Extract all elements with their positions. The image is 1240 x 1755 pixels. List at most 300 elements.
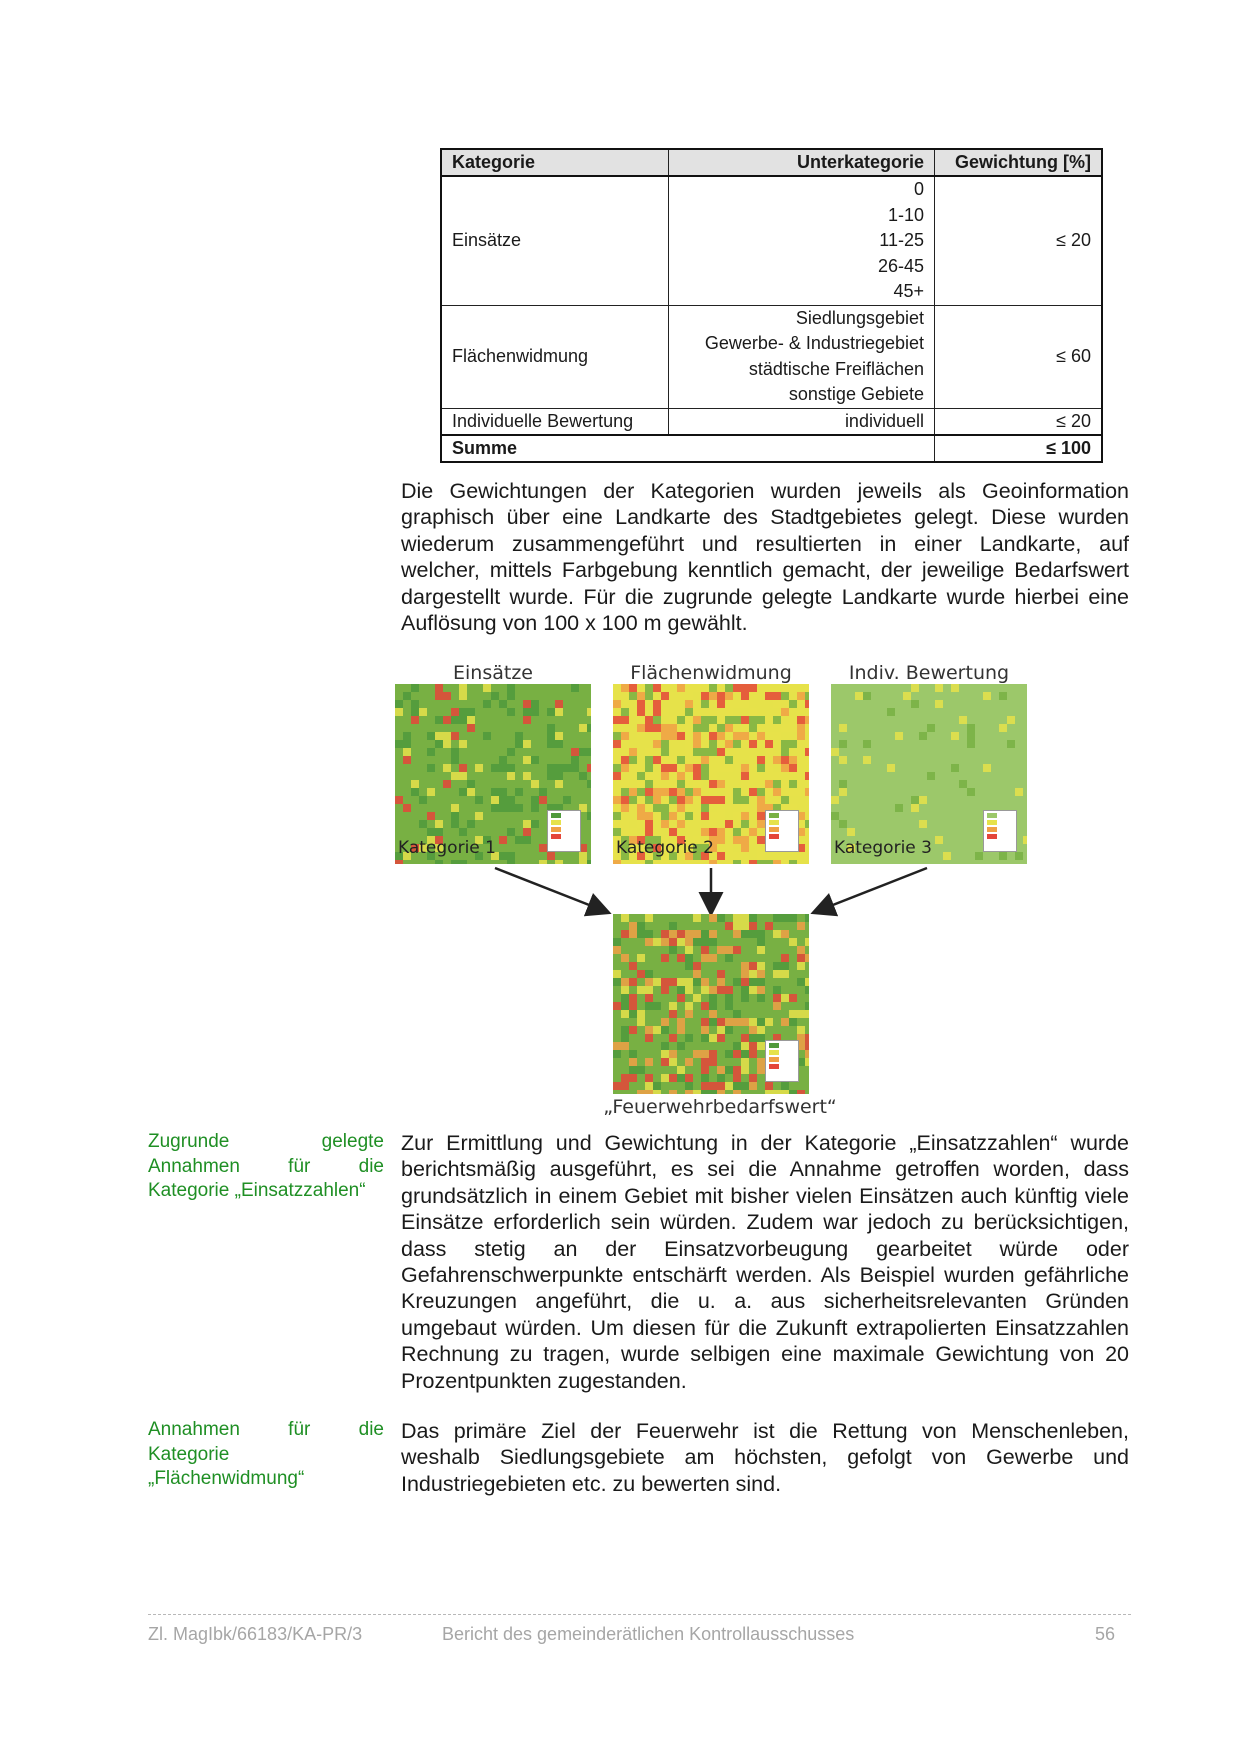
subcategory: 45+ <box>893 281 924 301</box>
map-cell <box>781 946 789 954</box>
map-cell <box>709 1090 717 1094</box>
map-cell <box>693 954 701 962</box>
map-cell <box>621 1074 629 1082</box>
map-cell <box>789 994 797 1002</box>
map-cell <box>661 930 669 938</box>
map-cell <box>629 1002 637 1010</box>
map-cell <box>741 1082 749 1090</box>
map-cell <box>717 986 725 994</box>
map-cell <box>629 1066 637 1074</box>
map-cell <box>685 1074 693 1082</box>
map-cell <box>757 962 765 970</box>
map-cell <box>677 1026 685 1034</box>
map-cell <box>797 922 805 930</box>
map-cell <box>805 1002 809 1010</box>
table-cell-sum-label: Summe <box>441 435 935 462</box>
map-cell <box>789 938 797 946</box>
map-cell <box>805 914 809 922</box>
map-cell <box>701 970 709 978</box>
map-cell <box>717 938 725 946</box>
map-cell <box>725 922 733 930</box>
map-cell <box>693 938 701 946</box>
map-cell <box>661 1058 669 1066</box>
map-cell <box>797 978 805 986</box>
map-cell <box>701 1002 709 1010</box>
map-cell <box>653 1002 661 1010</box>
footer-reference: Zl. MagIbk/66183/KA-PR/3 <box>148 1624 363 1644</box>
map-cell <box>741 978 749 986</box>
map-cell <box>773 970 781 978</box>
map-cell <box>749 1066 757 1074</box>
subcategory: sonstige Gebiete <box>788 384 924 404</box>
table-row-flaechenwidmung <box>441 305 1102 408</box>
map-cell <box>757 978 765 986</box>
map-cell <box>653 922 661 930</box>
map-cell <box>661 1026 669 1034</box>
map-cell <box>765 954 773 962</box>
map-cell <box>685 1082 693 1090</box>
map-cell <box>693 986 701 994</box>
map-cell <box>805 1010 809 1018</box>
map-cell <box>741 1050 749 1058</box>
map-cell <box>693 1090 701 1094</box>
map-cell <box>741 1034 749 1042</box>
map-cell <box>797 1010 805 1018</box>
map-cell <box>781 954 789 962</box>
map-label-kategorie-3: Kategorie 3 <box>834 838 932 858</box>
map-cell <box>717 914 725 922</box>
map-cell <box>733 1090 741 1094</box>
subcategory: 0 <box>913 179 924 199</box>
map-cell <box>733 1018 741 1026</box>
map-cell <box>781 914 789 922</box>
map-cell <box>805 1042 809 1050</box>
table-cell-category: Individuelle Bewertung <box>441 408 669 435</box>
map-cell <box>741 1066 749 1074</box>
map-cell <box>725 1066 733 1074</box>
map-cell <box>717 1002 725 1010</box>
map-cell <box>645 1018 653 1026</box>
map-cell <box>781 1018 789 1026</box>
map-cell <box>613 1002 621 1010</box>
map-cell <box>733 1010 741 1018</box>
map-cell <box>781 962 789 970</box>
table-row-individuell <box>441 408 1102 435</box>
map-cell <box>653 1010 661 1018</box>
map-cell <box>685 1090 693 1094</box>
map-cell <box>637 1066 645 1074</box>
map-cell <box>749 922 757 930</box>
map-cell <box>661 946 669 954</box>
map-feuerwehrbedarfswert <box>613 914 809 1094</box>
map-cell <box>621 954 629 962</box>
footer-page-number: 56 <box>1094 1624 1115 1644</box>
map-cell <box>725 1018 733 1026</box>
map-cell <box>613 970 621 978</box>
map-cell <box>613 1042 621 1050</box>
category-maps-figure <box>395 662 1045 1122</box>
map-cell <box>637 1042 645 1050</box>
map-cell <box>749 962 757 970</box>
map-cell <box>645 986 653 994</box>
map-cell <box>749 978 757 986</box>
map-cell <box>749 970 757 978</box>
table-cell-weight: ≤ 20 <box>935 176 1103 305</box>
side-note-flaechenwidmung: Annahmen für die Kategorie „Flächenwidmung“ <box>148 1419 384 1489</box>
map-cell <box>653 978 661 986</box>
map-cell <box>621 1042 629 1050</box>
map-cell <box>717 978 725 986</box>
map-cell <box>741 930 749 938</box>
map-cell <box>685 970 693 978</box>
map-cell <box>645 1002 653 1010</box>
map-cell <box>669 1050 677 1058</box>
map-cell <box>717 1074 725 1082</box>
map-cell <box>669 946 677 954</box>
map-cell <box>717 946 725 954</box>
map-cell <box>749 986 757 994</box>
map-cell <box>733 914 741 922</box>
map-cell <box>685 946 693 954</box>
map-cell <box>701 946 709 954</box>
map-cell <box>645 930 653 938</box>
map-cell <box>709 1050 717 1058</box>
map-cell <box>773 994 781 1002</box>
map-cell <box>789 914 797 922</box>
map-cell <box>669 922 677 930</box>
map-cell <box>677 1074 685 1082</box>
map-cell <box>733 1042 741 1050</box>
map-cell <box>693 930 701 938</box>
map-cell <box>621 914 629 922</box>
map-cell <box>669 1034 677 1042</box>
map-cell <box>677 954 685 962</box>
map-cell <box>701 1058 709 1066</box>
map-cell <box>709 954 717 962</box>
merge-arrows <box>395 662 1045 922</box>
map-cell <box>629 922 637 930</box>
map-cell <box>693 962 701 970</box>
map-cell <box>685 986 693 994</box>
map-cell <box>749 994 757 1002</box>
map-cell <box>661 978 669 986</box>
map-cell <box>645 994 653 1002</box>
table-header-row <box>441 149 1102 176</box>
map-cell <box>709 986 717 994</box>
map-cell <box>645 1034 653 1042</box>
map-cell <box>629 1074 637 1082</box>
map-cell <box>629 1034 637 1042</box>
map-cell <box>629 1010 637 1018</box>
map-cell <box>685 1058 693 1066</box>
map-cell <box>741 1042 749 1050</box>
map-cell <box>677 994 685 1002</box>
map-cell <box>637 986 645 994</box>
weighting-table <box>440 148 1103 463</box>
map-cell <box>661 954 669 962</box>
map-cell <box>805 1050 809 1058</box>
map-cell <box>629 1058 637 1066</box>
map-cell <box>757 1034 765 1042</box>
map-cell <box>725 1002 733 1010</box>
map-cell <box>693 1074 701 1082</box>
subcategory: 26-45 <box>877 255 924 276</box>
map-cell <box>741 1018 749 1026</box>
table-cell-weight: ≤ 60 <box>935 305 1103 408</box>
map-cell <box>629 970 637 978</box>
map-cell <box>725 986 733 994</box>
map-legend <box>765 1040 799 1082</box>
map-cell <box>757 1026 765 1034</box>
map-cell <box>717 1018 725 1026</box>
map-cell <box>613 1050 621 1058</box>
map-cell <box>701 1050 709 1058</box>
map-cell <box>701 930 709 938</box>
map-cell <box>637 954 645 962</box>
map-cell <box>677 1018 685 1026</box>
map-cell <box>669 978 677 986</box>
map-cell <box>805 986 809 994</box>
map-cell <box>661 986 669 994</box>
map-cell <box>685 1034 693 1042</box>
map-cell <box>773 1002 781 1010</box>
paragraph-flaechenwidmung: Das primäre Ziel der Feuerwehr ist die Rettung von Menschenleben, weshalb Siedlungsgebiete am höchsten, gefolgt von Gewerbe und Industriegebieten etc. zu bewerten sind. <box>401 1419 1129 1496</box>
map-cell <box>805 1058 809 1066</box>
map-cell <box>717 1066 725 1074</box>
arrow-from-category-1 <box>495 868 607 912</box>
map-cell <box>677 1090 685 1094</box>
map-cell <box>725 1082 733 1090</box>
map-cell <box>709 1034 717 1042</box>
map-cell <box>669 1010 677 1018</box>
map-cell <box>741 922 749 930</box>
map-cell <box>685 938 693 946</box>
map-cell <box>669 1090 677 1094</box>
map-cell <box>645 1090 653 1094</box>
map-cell <box>765 1082 773 1090</box>
map-title-einsaetze: Einsätze <box>453 662 533 684</box>
map-cell <box>645 914 653 922</box>
map-cell <box>685 1010 693 1018</box>
map-cell <box>709 914 717 922</box>
map-cell <box>621 994 629 1002</box>
map-cell <box>725 954 733 962</box>
map-cell <box>629 962 637 970</box>
map-cell <box>677 922 685 930</box>
map-cell <box>629 1042 637 1050</box>
table-cell-sum-weight: ≤ 100 <box>935 435 1103 462</box>
map-cell <box>669 1074 677 1082</box>
map-cell <box>661 1050 669 1058</box>
map-cell <box>725 1026 733 1034</box>
map-cell <box>749 1082 757 1090</box>
map-cell <box>661 1018 669 1026</box>
map-cell <box>613 946 621 954</box>
map-cell <box>749 1042 757 1050</box>
map-cell <box>709 1002 717 1010</box>
map-cell <box>717 1090 725 1094</box>
map-cell <box>805 930 809 938</box>
map-cell <box>717 1058 725 1066</box>
map-cell <box>645 1058 653 1066</box>
map-cell <box>653 1026 661 1034</box>
map-cell <box>781 1002 789 1010</box>
map-cell <box>757 986 765 994</box>
map-cell <box>733 1050 741 1058</box>
map-cell <box>645 1074 653 1082</box>
header-gewichtung: Gewichtung [%] <box>935 149 1103 176</box>
map-cell <box>677 1042 685 1050</box>
map-cell <box>749 1050 757 1058</box>
map-cell <box>637 930 645 938</box>
map-cell <box>733 922 741 930</box>
map-cell <box>749 1034 757 1042</box>
map-cell <box>741 962 749 970</box>
map-cell <box>661 1074 669 1082</box>
map-cell <box>621 1082 629 1090</box>
map-cell <box>773 986 781 994</box>
map-cell <box>613 1082 621 1090</box>
map-cell <box>789 1090 797 1094</box>
intro-paragraph: Die Gewichtungen der Kategorien wurden jeweils als Geoinformation graphisch über eine Landkarte des Stadtgebietes gelegt. Diese wurden wiederum zusammengeführt und resultierten in einer Landkarte, auf welcher, mittels Farbgebung kenntlich gemacht, der jeweilige Bedarfswert dargestellt wurde. Für die zugrunde gelegte Landkarte wurde hierbei eine Auflösung von 100 x 100 m gewählt. <box>401 479 1129 636</box>
map-cell <box>653 938 661 946</box>
table-cell-subcategory: individuell <box>669 408 935 435</box>
map-cell <box>629 1026 637 1034</box>
map-cell <box>645 978 653 986</box>
map-cell <box>749 930 757 938</box>
map-cell <box>733 978 741 986</box>
map-title-indiv-bewertung: Indiv. Bewertung <box>848 662 1010 684</box>
map-cell <box>733 930 741 938</box>
map-cell <box>717 1026 725 1034</box>
map-cell <box>701 1034 709 1042</box>
map-cell <box>685 930 693 938</box>
map-cell <box>709 1082 717 1090</box>
map-cell <box>725 1050 733 1058</box>
map-cell <box>797 954 805 962</box>
map-cell <box>749 914 757 922</box>
map-cell <box>757 1018 765 1026</box>
subcategory: 11-25 <box>879 230 924 250</box>
map-cell <box>805 978 809 986</box>
map-cell <box>693 970 701 978</box>
map-cell <box>661 1042 669 1050</box>
map-cell <box>749 946 757 954</box>
map-cell <box>757 938 765 946</box>
map-cell <box>669 930 677 938</box>
map-cell <box>757 1058 765 1066</box>
map-cell <box>733 1074 741 1082</box>
map-cell <box>749 1018 757 1026</box>
arrow-from-category-3 <box>815 868 927 912</box>
map-title-flaechenwidmung: Flächenwidmung <box>630 662 792 684</box>
map-cell <box>773 930 781 938</box>
map-cell <box>685 962 693 970</box>
map-cell <box>741 914 749 922</box>
footer-title: Bericht des gemeinderätlichen Kontrollausschusses <box>442 1624 855 1644</box>
table-cell-category: Flächenwidmung <box>441 305 669 408</box>
map-cell <box>701 986 709 994</box>
map-cell <box>797 986 805 994</box>
header-unterkategorie: Unterkategorie <box>669 149 935 176</box>
map-cell <box>725 946 733 954</box>
subcategory: 1-10 <box>887 204 924 225</box>
map-cell <box>613 938 621 946</box>
map-cell <box>709 978 717 986</box>
map-cell <box>653 1090 661 1094</box>
map-cell <box>725 1090 733 1094</box>
map-cell <box>741 1058 749 1066</box>
map-cell <box>629 930 637 938</box>
map-cell <box>709 994 717 1002</box>
map-cell <box>765 994 773 1002</box>
map-cell <box>709 1058 717 1066</box>
map-cell <box>677 938 685 946</box>
map-cell <box>701 1082 709 1090</box>
map-cell <box>717 1034 725 1042</box>
map-cell <box>693 994 701 1002</box>
map-cell <box>741 994 749 1002</box>
map-cell <box>621 978 629 986</box>
map-cell <box>613 978 621 986</box>
map-cell <box>701 978 709 986</box>
map-label-kategorie-2: Kategorie 2 <box>616 838 714 858</box>
map-cell <box>757 1042 765 1050</box>
map-cell <box>805 938 809 946</box>
map-cell <box>797 946 805 954</box>
footer-divider <box>148 1614 1131 1615</box>
map-cell <box>733 946 741 954</box>
map-cell <box>701 1042 709 1050</box>
map-cell <box>693 978 701 986</box>
table-row-sum <box>441 435 1102 462</box>
map-cell <box>637 1018 645 1026</box>
map-cell <box>765 970 773 978</box>
side-note-einsatzzahlen: Zugrunde gelegte Annahmen für die Kategorie „Einsatzzahlen“ <box>148 1131 384 1201</box>
map-cell <box>637 1090 645 1094</box>
map-cell <box>637 922 645 930</box>
map-cell <box>685 978 693 986</box>
map-cell <box>645 970 653 978</box>
map-cell <box>685 1002 693 1010</box>
result-map-caption: „Feuerwehrbedarfswert“ <box>603 1096 837 1118</box>
map-cell <box>677 978 685 986</box>
map-cell <box>709 938 717 946</box>
map-cell <box>621 1026 629 1034</box>
map-cell <box>781 994 789 1002</box>
map-cell <box>789 986 797 994</box>
map-cell <box>757 1066 765 1074</box>
map-cell <box>781 930 789 938</box>
subcategory: Siedlungsgebiet <box>795 307 924 328</box>
map-cell <box>781 1090 789 1094</box>
map-cell <box>701 1090 709 1094</box>
map-cell <box>725 994 733 1002</box>
map-cell <box>661 970 669 978</box>
map-cell <box>709 930 717 938</box>
map-cell <box>701 1074 709 1082</box>
map-cell <box>789 1002 797 1010</box>
map-cell <box>621 1034 629 1042</box>
map-cell <box>701 994 709 1002</box>
map-cell <box>629 978 637 986</box>
map-cell <box>797 962 805 970</box>
map-cell <box>645 954 653 962</box>
map-cell <box>653 914 661 922</box>
map-cell <box>677 1066 685 1074</box>
map-cell <box>789 1018 797 1026</box>
map-cell <box>781 970 789 978</box>
